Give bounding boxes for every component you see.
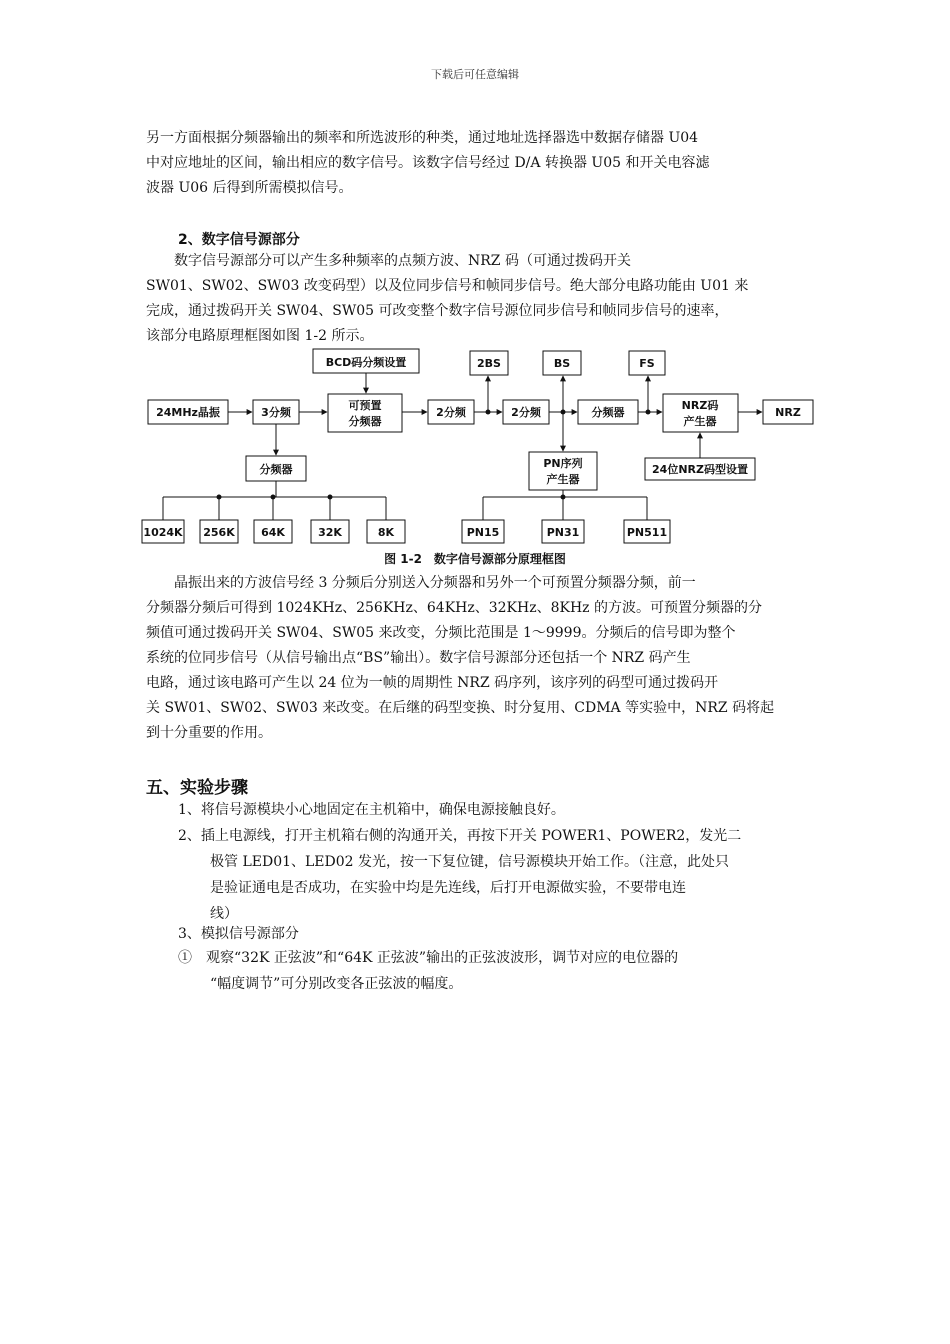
text-line: 关 SW01、SW02、SW03 来改变。在后继的码型变换、时分复用、CDMA 等实验中，NRZ 码将起 [146,700,775,716]
bcd-label: BCD码分频设置 [325,356,407,369]
text-line: 电路，通过该电路可产生以 24 位为一帧的周期性 NRZ 码序列，该序列的码型可通过拨码开 [146,675,719,691]
nrz-gen-label: NRZ码 [681,399,719,412]
text-line: 波器 U06 后得到所需模拟信号。 [146,180,353,196]
pn-gen-label: PN序列 [543,457,583,470]
freq-label: 32K [318,526,342,539]
text-line: 频值可通过拨码开关 SW04、SW05 来改变，分频比范围是 1～9999。分频后的信号即为整个 [146,625,736,641]
text-line: 另一方面根据分频器输出的频率和所选波形的种类，通过地址选择器选中数据存储器 U04 [146,130,699,146]
step-3: 3、模拟信号源部分 [178,926,299,942]
freq-label: 256K [203,526,235,539]
nrz-out-label: NRZ [775,406,801,419]
figure-caption: 图 1-2 数字信号源部分原理框图 [384,552,566,566]
pn-label: PN31 [546,526,580,539]
text-line: “幅度调节”可分别改变各正弦波的幅度。 [210,976,463,992]
divider-right-label: 分频器 [591,406,625,419]
page-header: 下载后可任意编辑 [431,68,519,81]
text-line: SW01、SW02、SW03 改变码型）以及位同步信号和帧同步信号。绝大部分电路功能由 U01 来 [146,278,749,294]
text-line: 该部分电路原理框图如图 1-2 所示。 [146,328,374,344]
block-diagram [138,345,818,550]
step-1: 1、将信号源模块小心地固定在主机箱中，确保电源接触良好。 [178,802,565,818]
text-line: 数字信号源部分可以产生多种频率的点频方波、NRZ 码（可通过拨码开关 [146,253,631,269]
text-line: 中对应地址的区间，输出相应的数字信号。该数字信号经过 D/A 转换器 U05 和开关电容滤 [146,155,710,171]
nrz-gen-label: 产生器 [683,415,717,428]
paragraph-3 [146,571,814,746]
div3-label: 3分频 [261,406,291,419]
step-2 [178,823,818,927]
text-line: 完成，通过拨码开关 SW04、SW05 可改变整个数字信号源位同步信号和帧同步信号的速率， [146,303,729,319]
text-line: 极管 LED01、LED02 发光，按一下复位键，信号源模块开始工作。（注意，此处只 [210,854,730,870]
presettable-label: 分频器 [348,415,382,428]
text-line: 分频器分频后可得到 1024KHz、256KHz、64KHz、32KHz、8KHz 的方波。可预置分频器的分 [146,600,763,616]
div2a-label: 2分频 [436,406,466,419]
pn-label: PN511 [626,526,668,539]
fs-label: FS [639,357,655,370]
freq-label: 64K [261,526,285,539]
pn-gen-label: 产生器 [546,473,580,486]
pn-label: PN15 [466,526,500,539]
div2b-label: 2分频 [511,406,541,419]
presettable-label: 可预置 [348,399,382,412]
freq-label: 1024K [143,526,183,539]
text-line: 到十分重要的作用。 [146,725,272,741]
freq-label: 8K [377,526,395,539]
step-3-1 [178,945,818,997]
text-line: 晶振出来的方波信号经 3 分频后分别送入分频器和另外一个可预置分频器分频，前一 [146,575,696,591]
text-line: 线） [210,906,238,922]
text-line: ① 观察“32K 正弦波”和“64K 正弦波”输出的正弦波波形，调节对应的电位器的 [178,950,679,966]
section-2-title: 2、数字信号源部分 [178,232,300,248]
text-line: 系统的位同步信号（从信号输出点“BS”输出）。数字信号源部分还包括一个 NRZ 码产生 [146,650,691,666]
paragraph-1 [146,126,814,201]
text-line: 是验证通电是否成功，在实验中均是先连线，后打开电源做实验，不要带电连 [210,880,686,896]
section-5-title: 五、实验步骤 [146,778,248,798]
nrz-set-label: 24位NRZ码型设置 [652,463,748,476]
bs-label: BS [553,357,571,370]
osc-label: 24MHz晶振 [156,406,220,419]
text-line: 2、插上电源线，打开主机箱右侧的沟通开关，再按下开关 POWER1、POWER2，发光二 [178,828,742,844]
paragraph-2 [146,249,814,349]
divider-bottom-label: 分频器 [259,463,293,476]
2bs-label: 2BS [477,357,501,370]
